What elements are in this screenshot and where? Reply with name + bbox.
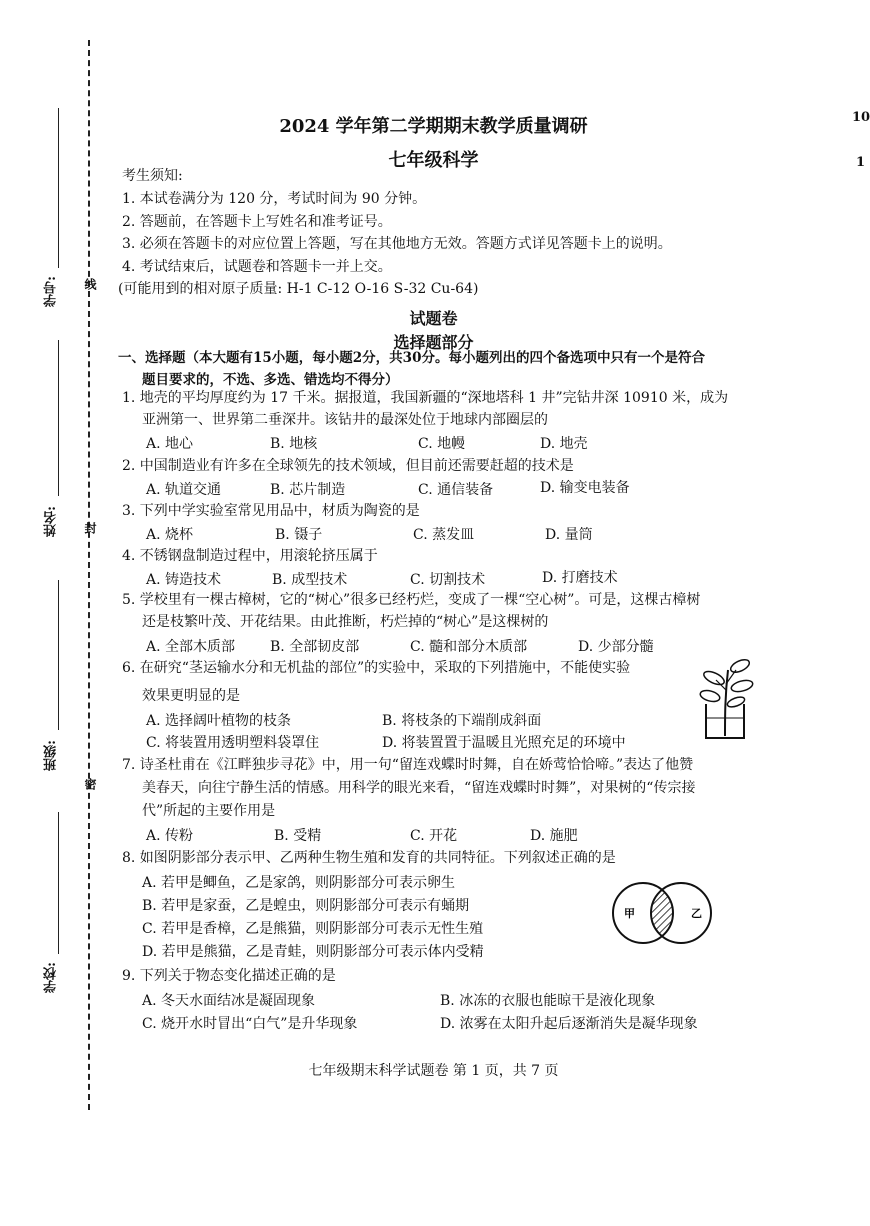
option-1c[interactable]: C. 地幔 xyxy=(418,436,466,452)
atomic-masses: (可能用到的相对原子质量: H-1 C-12 O-16 S-32 Cu-64) xyxy=(118,281,479,297)
question-8-line: 8. 如图阴影部分表示甲、乙两种生物生殖和发育的共同特征。下列叙述正确的是 xyxy=(122,850,616,866)
exam-title: 2024 学年第二学期期末教学质量调研 xyxy=(279,116,588,137)
option-2b[interactable]: B. 芯片制造 xyxy=(270,482,346,498)
seal-mark-seal: 封 xyxy=(83,522,97,534)
option-3b[interactable]: B. 镊子 xyxy=(275,527,323,543)
option-8c[interactable]: C. 若甲是香樟，乙是熊猫，则阴影部分可表示无性生殖 xyxy=(142,921,484,937)
option-9a[interactable]: A. 冬天水面结冰是凝固现象 xyxy=(142,993,316,1009)
option-7a[interactable]: A. 传粉 xyxy=(146,828,194,844)
question-2-line: 2. 中国制造业有许多在全球领先的技术领域，但目前还需要赶超的技术是 xyxy=(122,458,574,474)
question-9-line: 9. 下列关于物态变化描述正确的是 xyxy=(122,968,336,984)
option-1a[interactable]: A. 地心 xyxy=(146,436,194,452)
notice-item: 2. 答题前，在答题卡上写姓名和准考证号。 xyxy=(122,214,392,230)
question-1-line: 亚洲第一、世界第二垂深井。该钻井的最深处位于地球内部圈层的 xyxy=(142,412,548,428)
notice-item: 1. 本试卷满分为 120 分，考试时间为 90 分钟。 xyxy=(122,191,427,207)
option-1d[interactable]: D. 地壳 xyxy=(540,436,588,452)
option-2a[interactable]: A. 轨道交通 xyxy=(146,482,222,498)
option-6c[interactable]: C. 将装置用透明塑料袋罩住 xyxy=(146,735,320,751)
binding-dashed-line xyxy=(88,40,90,1110)
question-6-line: 6. 在研究“茎运输水分和无机盐的部位”的实验中，采取的下列措施中，不能使实验 xyxy=(122,660,631,676)
option-7c[interactable]: C. 开花 xyxy=(410,828,458,844)
notice-item: 4. 考试结束后，试题卷和答题卡一并上交。 xyxy=(122,259,392,275)
option-3d[interactable]: D. 量筒 xyxy=(545,527,593,543)
school-field[interactable] xyxy=(58,812,59,954)
option-5d[interactable]: D. 少部分髓 xyxy=(578,639,654,655)
question-7-line: 7. 诗圣杜甫在《江畔独步寻花》中，用一句“留连戏蝶时时舞，自在娇莺恰恰啼。”表达了他赞 xyxy=(122,757,694,773)
corner-mark-top: 10 xyxy=(852,110,870,125)
question-3-line: 3. 下列中学实验室常见用品中，材质为陶瓷的是 xyxy=(122,503,420,519)
exam-subtitle: 七年级科学 xyxy=(388,150,479,171)
option-9c[interactable]: C. 烧开水时冒出“白气”是升华现象 xyxy=(142,1016,358,1032)
question-5-line: 5. 学校里有一棵古樟树，它的“树心”很多已经朽烂，变成了一棵“空心树”。可是，这棵古樟树 xyxy=(122,592,701,608)
name-label: 姓名: xyxy=(44,506,59,537)
question-1-line: 1. 地壳的平均厚度约为 17 千米。据报道，我国新疆的“深地塔科 1 井”完钻井深 10910 米，成为 xyxy=(122,390,729,406)
venn-diagram xyxy=(606,880,718,946)
option-1b[interactable]: B. 地核 xyxy=(270,436,318,452)
question-6-line: 效果更明显的是 xyxy=(142,688,240,704)
venn-right-label: 乙 xyxy=(691,907,702,920)
question-7-line: 美春天，向往宁静生活的情感。用科学的眼光来看，“留连戏蝶时时舞”，对果树的“传宗接 xyxy=(142,780,696,796)
notice-item: 3. 必须在答题卡的对应位置上答题，写在其他地方无效。答题方式详见答题卡上的说明。 xyxy=(122,236,672,252)
option-8d[interactable]: D. 若甲是熊猫，乙是青蛙，则阴影部分可表示体内受精 xyxy=(142,944,484,960)
option-8b[interactable]: B. 若甲是家蚕，乙是蝗虫，则阴影部分可表示有蛹期 xyxy=(142,898,470,914)
venn-left-label: 甲 xyxy=(624,907,635,920)
option-4c[interactable]: C. 切割技术 xyxy=(410,572,486,588)
school-label: 学校: xyxy=(44,962,59,993)
seal-mark-secret: 密 xyxy=(83,778,97,790)
option-6d[interactable]: D. 将装置置于温暖且光照充足的环境中 xyxy=(382,735,626,751)
option-3a[interactable]: A. 烧杯 xyxy=(146,527,194,543)
question-7-line: 代”所起的主要作用是 xyxy=(142,803,276,819)
option-5a[interactable]: A. 全部木质部 xyxy=(146,639,236,655)
student-id-label: 学号: xyxy=(44,276,59,307)
class-label: 班级: xyxy=(44,740,59,771)
page-footer: 七年级期末科学试题卷 第 1 页，共 7 页 xyxy=(308,1063,559,1079)
option-9d[interactable]: D. 浓雾在太阳升起后逐渐消失是凝华现象 xyxy=(440,1016,698,1032)
option-6a[interactable]: A. 选择阔叶植物的枝条 xyxy=(146,713,292,729)
question-5-line: 还是枝繁叶茂、开花结果。由此推断，朽烂掉的“树心”是这棵树的 xyxy=(142,614,549,630)
class-field[interactable] xyxy=(58,580,59,730)
plant-cutting-beaker-illustration xyxy=(692,656,758,742)
option-3c[interactable]: C. 蒸发皿 xyxy=(413,527,475,543)
option-6b[interactable]: B. 将枝条的下端削成斜面 xyxy=(382,713,542,729)
notice-heading: 考生须知: xyxy=(122,168,183,184)
option-9b[interactable]: B. 冰冻的衣服也能晾干是液化现象 xyxy=(440,993,656,1009)
option-4b[interactable]: B. 成型技术 xyxy=(272,572,348,588)
paper-title: 试题卷 xyxy=(409,309,458,328)
question-4-line: 4. 不锈钢盘制造过程中，用滚轮挤压属于 xyxy=(122,548,378,564)
option-4d[interactable]: D. 打磨技术 xyxy=(542,570,618,586)
option-2c[interactable]: C. 通信装备 xyxy=(418,482,494,498)
option-8a[interactable]: A. 若甲是鲫鱼，乙是家鸽，则阴影部分可表示卵生 xyxy=(142,875,456,891)
seal-mark-line: 线 xyxy=(83,278,97,290)
part-title: 选择题部分 xyxy=(393,333,474,352)
option-7d[interactable]: D. 施肥 xyxy=(530,828,578,844)
option-5b[interactable]: B. 全部韧皮部 xyxy=(270,639,360,655)
name-field[interactable] xyxy=(58,340,59,496)
section-instruction: 一、选择题（本大题有15小题，每小题2分，共30分。每小题列出的四个备选项中只有一个是符合 xyxy=(118,350,705,366)
option-2d[interactable]: D. 输变电装备 xyxy=(540,480,630,496)
section-instruction: 题目要求的，不选、多选、错选均不得分） xyxy=(142,372,399,388)
option-7b[interactable]: B. 受精 xyxy=(274,828,322,844)
corner-mark-bottom: 1 xyxy=(856,155,866,170)
option-4a[interactable]: A. 铸造技术 xyxy=(146,572,222,588)
option-5c[interactable]: C. 髓和部分木质部 xyxy=(410,639,528,655)
